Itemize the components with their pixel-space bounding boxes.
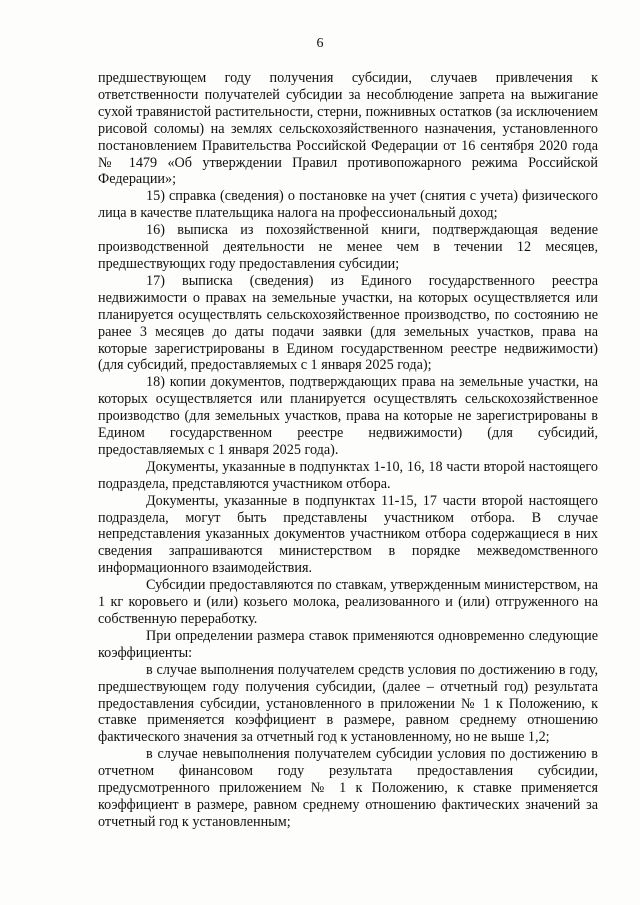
list-item-16: 16) выписка из похозяйственной книги, подтверждающая ведение производственной деятельности не менее чем в течении 12 месяцев, предшествующих году предоставления субсидии; <box>98 222 598 272</box>
paragraph-coefficient-achieved: в случае выполнения получателем средств условия по достижению в году, предшествующем году получения субсидии, (далее – отчетный год) результата предоставления субсидии, установленного в приложении № 1 к Положению, к ставке применяется коэффициент в размере, равном среднему отношению фактического значения за отчетный год к установленному, но не выше 1,2; <box>98 661 598 746</box>
paragraph-documents-optional: Документы, указанные в подпунктах 11-15, 17 части второй настоящего подраздела, могут быть представлены участником отбора. В случае непредставления указанных документов участником отбора содержащиеся в них сведения запрашиваются министерством в порядке межведомственного информационного взаимодействия. <box>98 492 598 577</box>
paragraph-documents-required: Документы, указанные в подпунктах 1-10, 16, 18 части второй настоящего подраздела, представляются участником отбора. <box>98 458 598 492</box>
document-body <box>98 70 598 831</box>
paragraph-subsidy-rates: Субсидии предоставляются по ставкам, утвержденным министерством, на 1 кг коровьего и (или) козьего молока, реализованного и (или) отгруженного на собственную переработку. <box>98 577 598 627</box>
list-item-15: 15) справка (сведения) о постановке на учет (снятия с учета) физического лица в качестве плательщика налога на профессиональный доход; <box>98 188 598 222</box>
list-item-17: 17) выписка (сведения) из Единого государственного реестра недвижимости о правах на земельные участки, на которых осуществляется или планируется осуществлять сельскохозяйственное производство, по состоянию не ранее 3 месяцев до даты подачи заявки (для земельных участков, права на которые зарегистрированы в Едином государственном реестре недвижимости) (для субсидий, предоставляемых с 1 января 2025 года); <box>98 272 598 374</box>
paragraph-coefficient-not-achieved: в случае невыполнения получателем субсидии условия по достижению в отчетном финансовом году результата предоставления субсидии, предусмотренного приложением № 1 к Положению, к ставке применяется коэффициент в размере, равном среднему отношению фактических значений за отчетный год к установленным; <box>98 746 598 830</box>
list-item-18: 18) копии документов, подтверждающих права на земельные участки, на которых осуществляется или планируется осуществлять сельскохозяйственное производство (для земельных участков, права на которые не зарегистрированы в Едином государственном реестре недвижимости) (для субсидий, предоставляемых с 1 января 2025 года). <box>98 374 598 458</box>
paragraph-continuation: предшествующем году получения субсидии, случаев привлечения к ответственности получателей субсидии за несоблюдение запрета на выжигание сухой травянистой растительности, стерни, пожнивных остатков (за исключением рисовой соломы) на землях сельскохозяйственного назначения, установленного постановлением Правительства Российской Федерации от 16 сентября 2020 года № 1479 «Об утверждении Правил противопожарного режима Российской Федерации»; <box>98 70 598 188</box>
page-number: 6 <box>316 36 324 51</box>
paragraph-coefficients-intro: При определении размера ставок применяются одновременно следующие коэффициенты: <box>98 627 598 661</box>
